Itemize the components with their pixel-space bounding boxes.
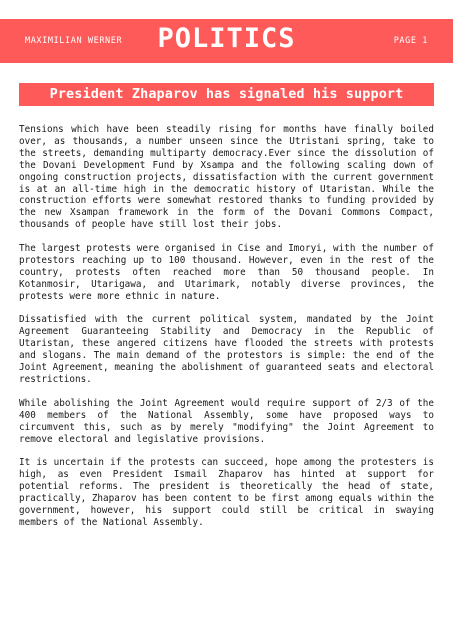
article-body xyxy=(19,124,434,541)
page-number: PAGE 1 xyxy=(393,36,428,46)
author-name: MAXIMILIAN WERNER xyxy=(25,36,123,46)
headline: President Zhaparov has signaled his support xyxy=(19,83,434,106)
paragraph: Tensions which have been steadily rising for months have finally boiled over, as thousands, a number unseen since the Utristani spring, take to the streets, demanding multiparty democracy.Ever since the dissolution of the Dovani Development Fund by Xsampa and the following scaling down of ongoing construction projects, dissatisfaction with the current government is at an all-time high in the democratic history of Utaristan. While the construction efforts were somewhat restored thanks to funding provided by the new Xsampan framework in the form of the Dovani Commons Compact, thousands of people have still lost their jobs. xyxy=(19,124,434,231)
paragraph: Dissatisfied with the current political system, mandated by the Joint Agreement Guaranteeing Stability and Democracy in the Republic of Utaristan, these angered citizens have flooded the streets with protests and slogans. The main demand of the protestors is simple: the end of the Joint Agreement, meaning the abolishment of guaranteed seats and electoral restrictions. xyxy=(19,314,434,385)
section-title: POLITICS xyxy=(157,23,296,54)
page-header xyxy=(0,19,453,63)
paragraph: The largest protests were organised in Cise and Imoryi, with the number of protestors reaching up to 100 thousand. However, even in the rest of the country, protests often reached more than 50 thousand people. In Kotanmosir, Utarigawa, and Utarimark, notably diverse provinces, the protests were more ethnic in nature. xyxy=(19,243,434,302)
paragraph: It is uncertain if the protests can succeed, hope among the protesters is high, as even President Ismail Zhaparov has hinted at support for potential reforms. The president is theoretically the head of state, practically, Zhaparov has been content to be first among equals within the government, however, his support could still be critical in swaying members of the National Assembly. xyxy=(19,457,434,528)
paragraph: While abolishing the Joint Agreement would require support of 2/3 of the 400 members of the National Assembly, some have proposed ways to circumvent this, such as by merely "modifying" the Joint Agreement to remove electoral and legislative provisions. xyxy=(19,397,434,445)
